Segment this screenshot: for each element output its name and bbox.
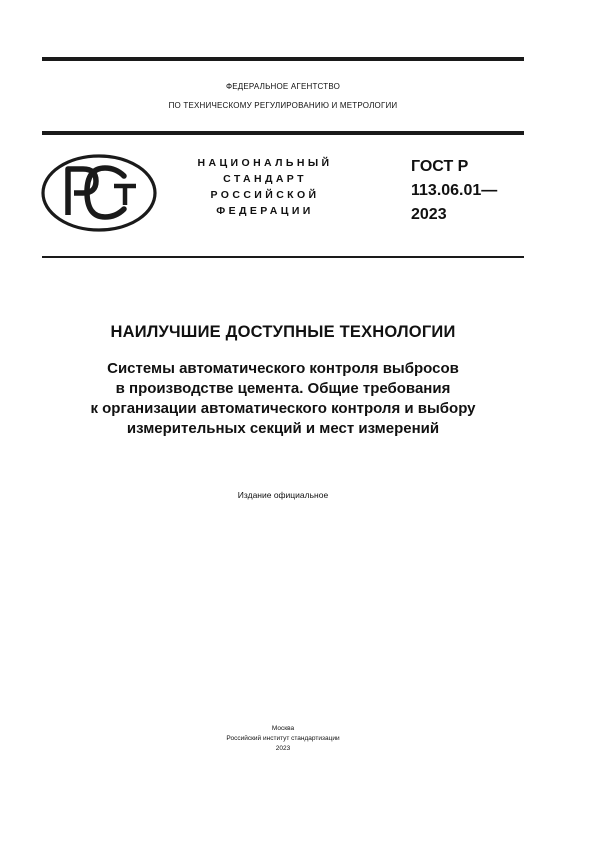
edition-note: Издание официальное	[237, 490, 329, 500]
imprint-year: 2023	[275, 745, 291, 752]
document-subtitle	[42, 359, 524, 439]
subtitle-line: к организации автоматического контроля и выбору	[90, 400, 476, 417]
imprint	[42, 724, 524, 754]
top-rule	[42, 57, 524, 61]
bottom-rule	[42, 256, 524, 258]
subtitle-line: в производстве цемента. Общие требования	[115, 380, 451, 397]
agency-line-2: ПО ТЕХНИЧЕСКОМУ РЕГУЛИРОВАНИЮ И МЕТРОЛОГИИ	[168, 101, 398, 110]
national-standard-line: ФЕДЕРАЦИИ	[216, 205, 314, 217]
national-standard-line: СТАНДАРТ	[223, 173, 307, 185]
standard-designation	[411, 155, 497, 227]
subtitle-line: Системы автоматического контроля выбросов	[107, 360, 459, 377]
designation-line: ГОСТ Р	[411, 158, 469, 175]
national-standard-label	[190, 155, 340, 219]
designation-line: 113.06.01—	[411, 182, 498, 199]
national-standard-line: РОССИЙСКОЙ	[210, 189, 320, 201]
gost-r-logo-icon	[40, 153, 158, 233]
subtitle-line: измерительных секций и мест измерений	[126, 420, 440, 437]
imprint-publisher: Российский институт стандартизации	[226, 735, 340, 742]
agency-line-1: ФЕДЕРАЛЬНОЕ АГЕНТСТВО	[225, 82, 341, 91]
national-standard-line: НАЦИОНАЛЬНЫЙ	[197, 157, 333, 169]
imprint-city: Москва	[271, 725, 295, 732]
designation-line: 2023	[411, 206, 447, 223]
document-title: НАИЛУЧШИЕ ДОСТУПНЫЕ ТЕХНОЛОГИИ	[110, 323, 456, 341]
middle-rule	[42, 131, 524, 135]
